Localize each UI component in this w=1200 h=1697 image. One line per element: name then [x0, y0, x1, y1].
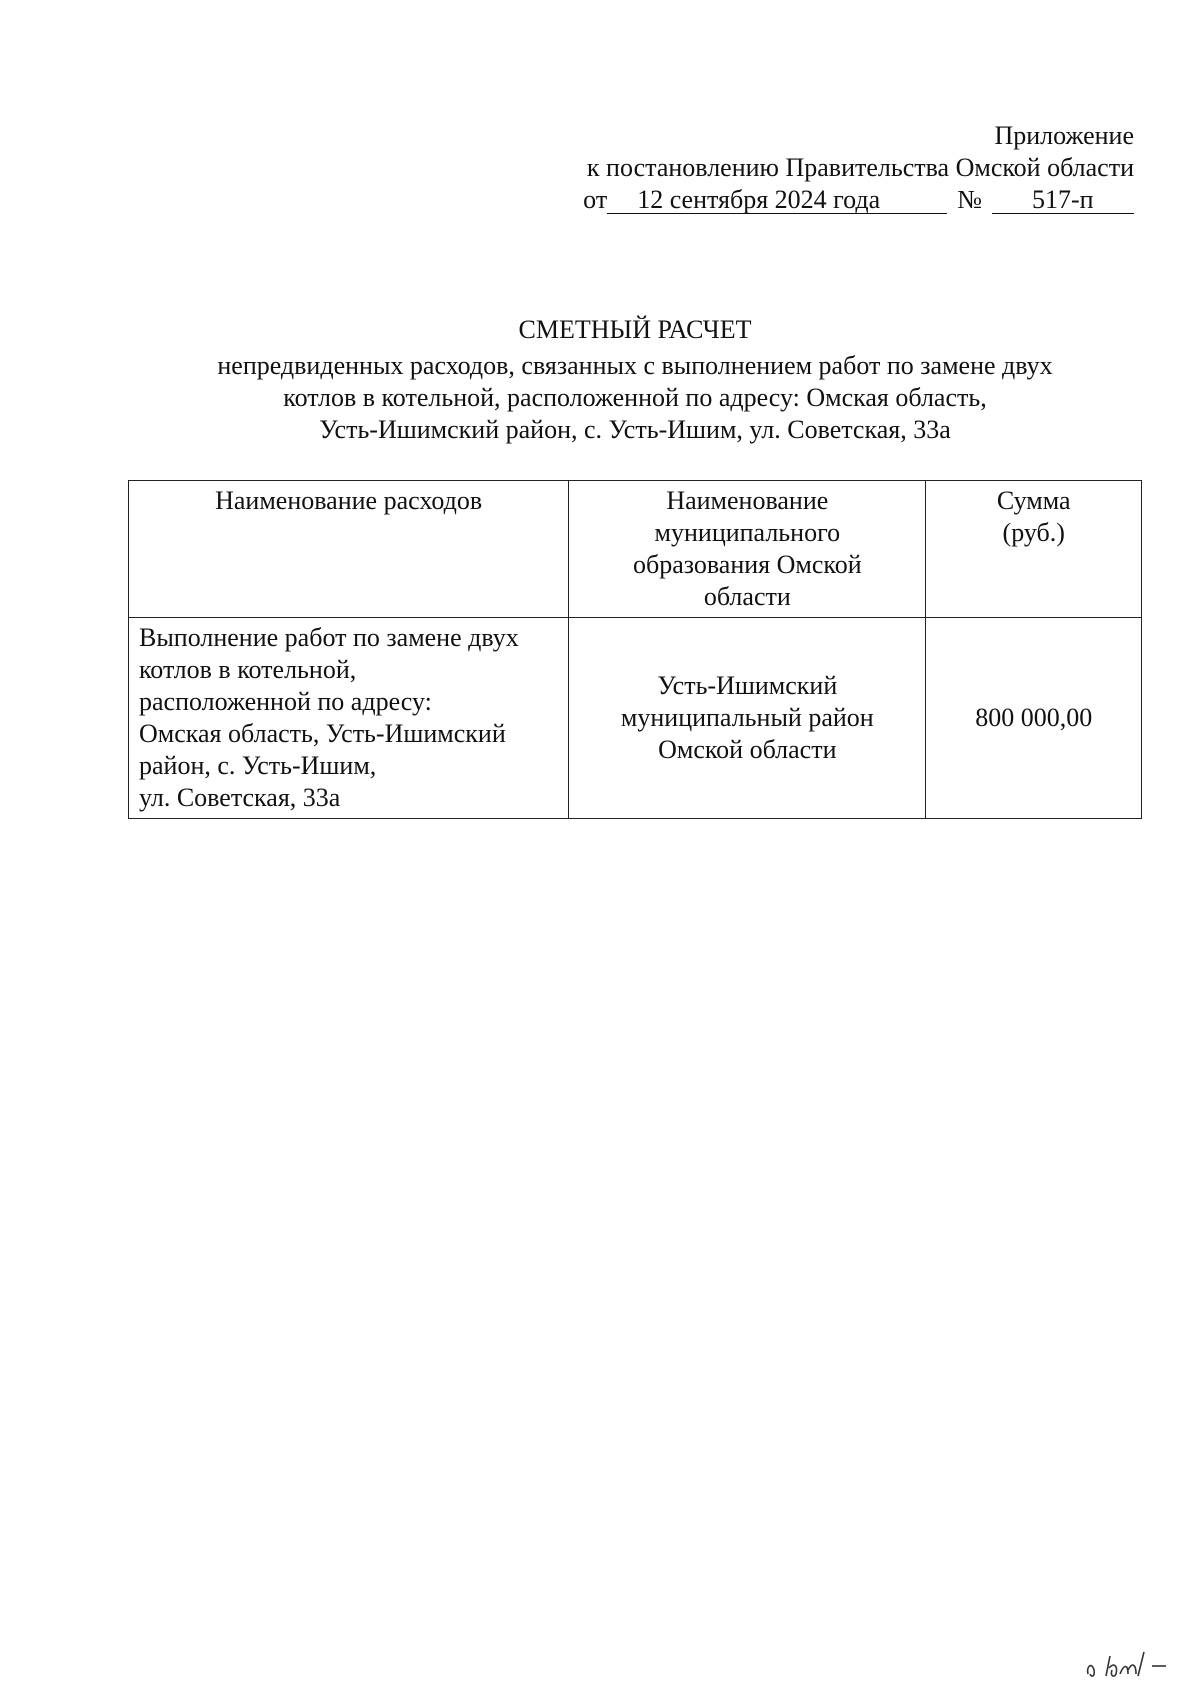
from-label: от: [583, 185, 608, 214]
appendix-resolution: к постановлению Правительства Омской области: [586, 153, 1134, 182]
header-sum: Сумма (руб.): [926, 481, 1142, 618]
cell-expense-name: Выполнение работ по замене двух котлов в котельной, расположенной по адресу: Омская область, Усть-Ишимский район, с. Усть-Ишим, ул. Советская, 33а: [129, 618, 569, 819]
title-line-3: Усть-Ишимский район, с. Усть-Ишим, ул. Советская, 33а: [319, 415, 951, 444]
estimate-table: [128, 480, 1142, 819]
handwritten-signature: [1080, 1640, 1180, 1680]
number-label: №: [957, 185, 982, 214]
resolution-number: 517-п: [992, 187, 1134, 214]
cell-sum: 800 000,00: [926, 618, 1142, 819]
title-heading: СМЕТНЫЙ РАСЧЕТ: [518, 315, 752, 344]
appendix-date-line: [583, 184, 1134, 216]
title-line-2: котлов в котельной, расположенной по адресу: Омская область,: [283, 383, 987, 412]
appendix-block: [583, 120, 1134, 216]
header-expense-name: Наименование расходов: [129, 481, 569, 618]
resolution-date: 12 сентября 2024 года: [607, 187, 947, 214]
table-row: [129, 618, 1142, 819]
table-header-row: [129, 481, 1142, 618]
header-municipality: Наименование муниципального образования Омской области: [569, 481, 926, 618]
appendix-title: Приложение: [994, 121, 1134, 150]
cell-municipality: Усть-Ишимский муниципальный район Омской области: [569, 618, 926, 819]
document-title: [130, 314, 1140, 446]
title-line-1: непредвиденных расходов, связанных с выполнением работ по замене двух: [217, 351, 1053, 380]
